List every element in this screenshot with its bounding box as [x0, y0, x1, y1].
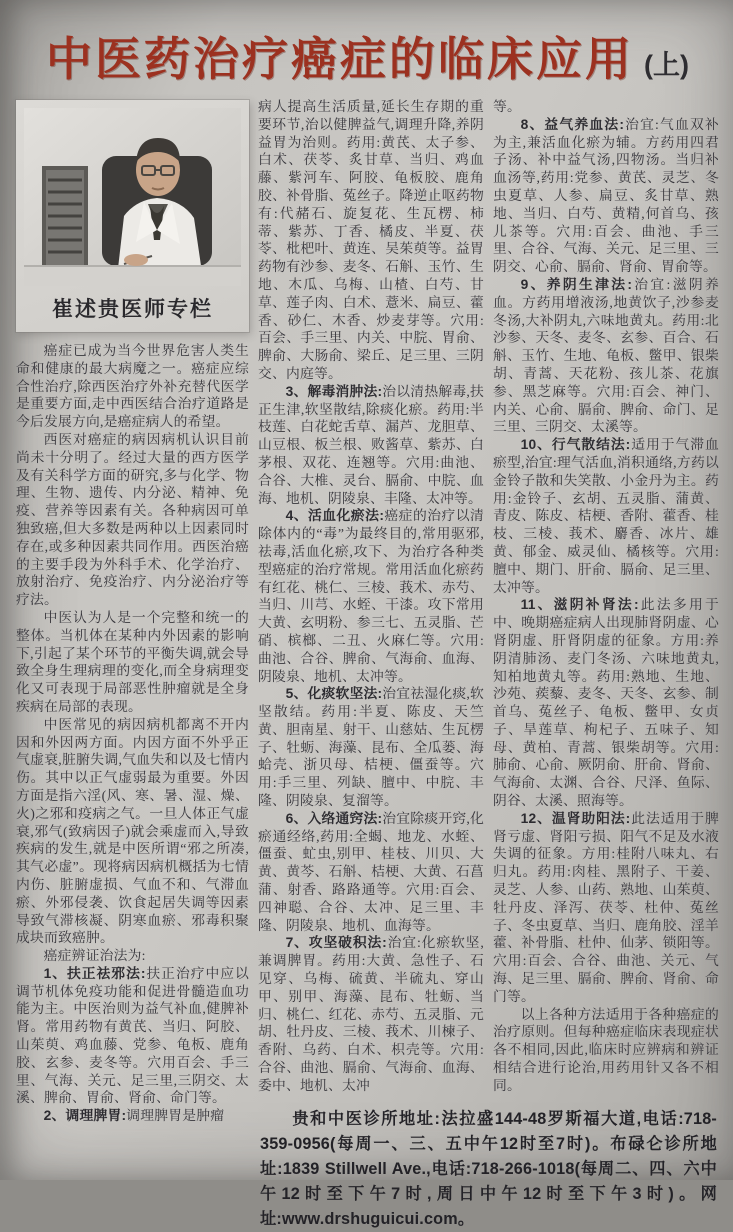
method-heading: 9、养阴生津法:: [520, 276, 633, 292]
paragraph: 以上各种方法适用于各种癌症的治疗原则。但每种癌症临床表现症状各不相同,因此,临床时应辨病和辨证相结合进行论治,用药用针又各不相同。: [493, 1006, 719, 1093]
method-heading: 11、滋阴补肾法:: [520, 597, 639, 613]
article-body: [16, 98, 720, 1228]
photo-caption: 崔述贵医师专栏: [52, 298, 213, 321]
paragraph: 西医对癌症的病因病机认识目前尚未十分明了。经过大量的西方医学及有关科学方面的研究,多与化学、物理、生物、遗传、内分泌、精神、免疫、营养等因素有关。各种病因可单独致癌,但大多数是两种以上因素同时存在,或多种因素共同作用。西医治癌的主要手段为外科手术、化学治疗、放射治疗、免疫治疗、内分泌治疗等疗法。: [16, 431, 249, 608]
column-middle: [258, 98, 484, 1095]
paragraph: 9、养阴生津法:治宜:滋阴养血。方药用增液汤,地黄饮子,沙参麦冬汤,大补阴丸,六味地黄丸。药用:北沙参、天冬、麦冬、玄参、百合、石斛、玉竹、生地、龟板、鳖甲、银柴胡、青蒿、天花粉、孩儿茶、花旗参、黑芝麻等。穴用:百会、神门、内关、心俞、膈俞、脾俞、命门、足三里、三阴交、太溪等。: [493, 276, 719, 435]
method-heading: 12、温肾助阳法:: [520, 810, 631, 826]
paragraph: 癌症已成为当今世界危害人类生命和健康的最大病魔之一。癌症应综合性治疗,除西医治疗外补充替代医学是重要方面,走中西医结合治疗道路是今后发展方向,是癌症病人的希望。: [16, 343, 249, 430]
paragraph: 癌症辨证治法为:: [43, 948, 146, 964]
paragraph: 12、温肾助阳法:此法适用于脾肾亏虚、肾阳亏损、阳气不足及水液失调的征象。方用:桂附八味丸、右归丸。药用:肉桂、黑附子、干姜、灵芝、人参、山药、熟地、山茱萸、牡丹皮、泽泻、茯苓、杜仲、菟丝子、冬虫夏草、当归、鹿角胶、淫羊藿、补骨脂、杜仲、仙茅、锁阳等。穴用:百会、合谷、曲池、关元、气海、足三里、膈俞、脾俞、肾俞、命门等。: [493, 810, 719, 1004]
method-heading: 3、解毒消肿法:: [285, 383, 383, 399]
paragraph: 5、化痰软坚法:治宜祛湿化痰,软坚散结。药用:半夏、陈皮、天竺黄、胆南星、射干、山慈姑、生瓦楞子、牡蛎、海藻、昆布、全瓜蒌、海蛤壳、浙贝母、桔梗、僵蚕等。穴用:手三里、列缺、膻中、中脘、丰隆、阴陵泉、复溜等。: [258, 686, 484, 809]
doctor-photo: [24, 108, 241, 286]
paragraph: 10、行气散结法:适用于气滞血瘀型,治宜:理气活血,消积通络,方药以金铃子散和失笑散、小金丹为主。药用:金铃子、玄胡、五灵脂、蒲黄、青皮、陈皮、桔梗、香附、藿香、桂枝、三棱、莪术、麝香、冰片、雄黄、郁金、威灵仙、橘核等。穴用:膻中、期门、肝俞、膈俞、足三里、太冲等。: [493, 437, 719, 595]
method-heading: 7、攻坚破积法:: [285, 935, 387, 951]
method-heading: 2、调理脾胃:: [43, 1108, 127, 1124]
columns-right-wrap: [258, 98, 720, 1228]
page-title-suffix: (上): [644, 49, 689, 80]
column-left: [16, 98, 249, 1160]
masthead: [16, 14, 719, 98]
paragraph: 1、扶正祛邪法:扶正治疗中应以调节机体免疫功能和促进骨髓造血功能为主。中医治则为益气补血,健脾补肾。常用药物有黄芪、当归、阿胶、山茱萸、鸡血藤、党参、龟板、鹿角胶、玄参、麦冬等。穴用百会、手三里、气海、关元、足三里,三阴交、太溪、脾俞、胃俞、肾俞、命门等。: [16, 965, 250, 1106]
paragraph: 中医常见的病因病机都离不开内因和外因两方面。内因方面不外乎正气虚衰,脏腑失调,气血失和以及七情内伤。其中以正气虚弱最为重要。外因方面是指六淫(风、寒、暑、湿、燥、火)之邪和疫病之气。一旦人体正气虚衰,邪气(致病因子)就会乘虚而入,导致疾病的发生,就是中医所谓“邪之所凑,其气必虚”。现将病因病机概括为七情内伤、脏腑虚损、气血不和、气滞血瘀、外邪侵袭、饮食起居失调等因素导致气滞核凝、阴寒血瘀、邪毒积聚成块而致癌肿。: [16, 716, 249, 946]
paragraph: 8、益气养血法:治宜:气血双补为主,兼活血化瘀为辅。方药用四君子汤、补中益气汤,四物汤。当归补血汤等,药用:党参、黄芪、灵芝、冬虫夏草、人参、扁豆、炙甘草、熟地、当归、白芍、黄精,何首乌、孩儿茶等。穴用:百会、曲池、手三里、合谷、气海、关元、足三里、三阴交、心俞、膈俞、肾俞、胃俞等。: [493, 116, 719, 275]
paragraph: 7、攻坚破积法:治宜:化瘀软坚,兼调脾胃。药用:大黄、急性子、石见穿、乌梅、硫黄、半硫丸、穿山甲、别甲、海藻、昆布、牡蛎、当归、桃仁、红花、赤芍、五灵脂、元胡、牡丹皮、三棱、莪术、川楝子、香附、乌药、白术、枳壳等。穴用:合谷、曲池、膈俞、气海俞、血海、委中、地机、太冲: [258, 935, 484, 1093]
method-heading: 8、益气养血法:: [520, 116, 625, 132]
method-heading: 6、入络通窍法:: [285, 810, 383, 826]
column-left-text: [16, 342, 249, 1125]
paragraph: 2、调理脾胃:调理脾胃是肿瘤: [43, 1108, 225, 1124]
paragraph: 11、滋阴补肾法:此法多用于中、晚期癌症病人出现肺肾阴虚、心肾阴虚、肝肾阴虚的征象。方用:养阴清肺汤、麦门冬汤、六味地黄丸,知柏地黄丸等。药用:熟地、生地、沙苑、蒺藜、麦冬、天冬、玄参、制首乌、菟丝子、龟板、鳖甲、女贞子、旱莲草、枸杞子、五味子、知母、黄柏、青蒿、银柴胡等。穴用:肺俞、心俞、厥阴俞、肝俞、肾俞、气海俞、太渊、合谷、尺泽、鱼际、阴谷、太溪、照海等。: [493, 597, 720, 809]
method-heading: 1、扶正祛邪法:: [43, 965, 146, 981]
column-right: [493, 98, 719, 1095]
method-heading: 5、化痰软坚法:: [285, 686, 383, 702]
paragraph: 病人提高生活质量,延长生存期的重要环节,治以健脾益气,调理升降,养阴益胃为治则。药用:黄芪、太子参、白术、茯苓、炙甘草、当归、鸡血藤、紫河车、阿胶、龟板胶、鹿角胶、补骨脂、菟丝子。降逆止呕药物有:代赭石、旋复花、生瓦楞、柿蒂、紫苏、丁香、橘皮、半夏、茯苓、枇杷叶、黄连、吴茱萸等。益胃药物有沙参、麦冬、石斛、玉竹、生地、木瓜、乌梅、山楂、白芍、甘草、莲子肉、白术、薏米、扁豆、藿香、砂仁、木香、炒麦芽等。穴用:百会、手三里、内关、中脘、胃俞、脾俞、大肠俞、梁丘、足三里、三阴交、内庭等。: [258, 99, 484, 381]
doctor-photo-card: [16, 100, 249, 332]
paragraph: 3、解毒消肿法:治以清热解毒,扶正生津,软坚散结,除痰化瘀。药用:半枝莲、白花蛇舌草、漏芦、龙胆草、山豆根、板兰根、败酱草、紫苏、白茅根、双花、连翘等。穴用:曲池、合谷、大椎、灵台、膈俞、中脘、血海、地机、阴陵泉、丰隆、太冲等。: [258, 383, 484, 506]
paragraph: 等。: [493, 99, 521, 114]
page-title: 中医药治疗癌症的临床应用: [46, 33, 634, 85]
paragraph: 6、入络通窍法:治宜除痰开窍,化瘀通经络,药用:全蝎、地龙、水蛭、僵蚕、虻虫,别甲、桂枝、川贝、大黄、黄芩、石斛、桔梗、大黄、石菖蒲、射香、路路通等。穴用:百会、四神聪、合谷、太冲、足三里、丰隆、阴陵泉、地机、血海等。: [258, 810, 484, 933]
method-heading: 4、活血化瘀法:: [285, 508, 385, 524]
method-heading: 10、行气散结法:: [520, 437, 631, 453]
clinic-contact-info: 贵和中医诊所地址:法拉盛144-48罗斯福大道,电话:718-359-0956(每周一、三、五中午12时至7时)。布碌仑诊所地址:1839 Stillwell Ave.,电话:718-266-1018(每周二、四、六中午12时至下午7时,周日中午12时至下午3时)。网址:www.drshuguicui.com。: [260, 1109, 717, 1228]
paragraph: 中医认为人是一个完整和统一的整体。当机体在某种内外因素的影响下,引起了某个环节的平衡失调,就会导致全身生理病理的变化,而全身病理变化又可表现于局部恶性肿瘤就是全身疾病在局部的表现。: [16, 609, 249, 714]
paragraph: 4、活血化瘀法:癌症的治疗以清除体内的“毒”为最终目的,常用驱邪,祛毒,活血化瘀,攻下、为治疗各种类型癌症的治疗常规。常用活血化瘀药有红花、桃仁、三棱、莪术、赤芍、当归、川芎、水蛭、干漆。攻下常用大黄、玄明粉、参三七、五灵脂、芒硝、槟榔、二丑、火麻仁等。穴用:曲池、合谷、脾俞、气海俞、血海、阴陵泉、地机、太冲等。: [258, 508, 485, 684]
